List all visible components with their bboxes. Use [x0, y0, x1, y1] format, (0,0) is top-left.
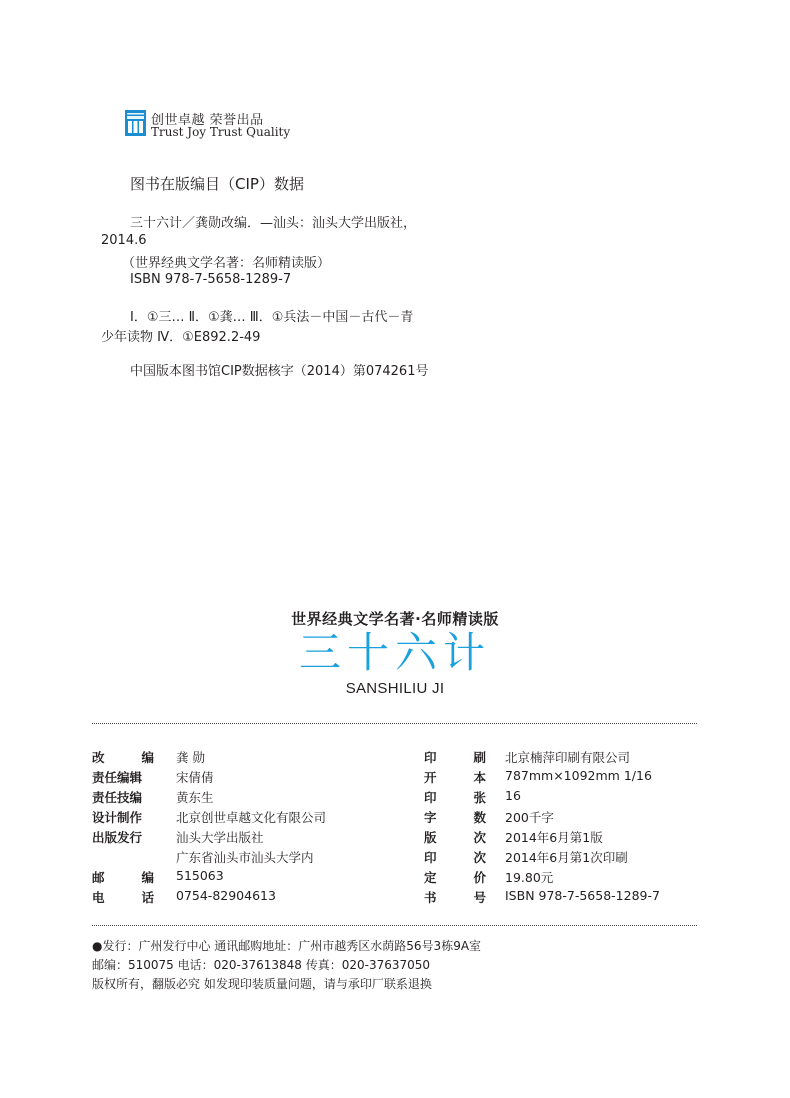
divider-bottom [92, 925, 697, 926]
cip-line: 少年读物 Ⅳ．①E892.2-49 [101, 330, 261, 345]
cip-line: （世界经典文学名著：名师精读版） [122, 256, 331, 271]
info-label: 电 话 [92, 890, 154, 905]
info-label: 定 价 [424, 870, 486, 885]
info-label: 改 编 [92, 750, 154, 765]
info-value: 16 [505, 788, 521, 803]
info-label: 书 号 [424, 890, 486, 905]
info-value: 龚 勋 [176, 750, 205, 765]
info-value: 北京楠萍印刷有限公司 [505, 750, 631, 765]
cip-heading: 图书在版编目（CIP）数据 [130, 175, 304, 193]
cip-line: 中国版本图书馆CIP数据核字（2014）第074261号 [130, 364, 429, 379]
cip-line: Ⅰ．①三… Ⅱ．①龚… Ⅲ．①兵法－中国－古代－青 [130, 310, 414, 325]
footer-distribution: ●发行：广州发行中心 通讯邮购地址：广州市越秀区水荫路56号3栋9A室 [92, 939, 482, 953]
divider-top [92, 723, 697, 724]
info-value: 200千字 [505, 810, 554, 825]
info-label: 印 刷 [424, 750, 486, 765]
series-title: 世界经典文学名著·名师精读版 [291, 610, 499, 628]
info-value: 2014年6月第1版 [505, 830, 603, 845]
info-label: 出版发行 [92, 830, 143, 845]
cip-line: 三十六计／龚勋改编．—汕头：汕头大学出版社， [130, 216, 417, 231]
book-title: 三十六计 [298, 628, 491, 677]
info-value: 宋倩倩 [176, 770, 214, 785]
info-value: 汕头大学出版社 [176, 830, 264, 845]
info-value: 0754-82904613 [176, 888, 276, 903]
info-value: 515063 [176, 868, 224, 883]
footer-copyright: 版权所有，翻版必究 如发现印装质量问题，请与承印厂联系退换 [92, 977, 432, 991]
info-value: 广东省汕头市汕头大学内 [176, 850, 314, 865]
info-label: 设计制作 [92, 810, 143, 825]
info-label: 印 张 [424, 790, 486, 805]
info-label: 邮 编 [92, 870, 154, 885]
info-label: 开 本 [424, 770, 486, 785]
info-label: 字 数 [424, 810, 486, 825]
info-label: 印 次 [424, 850, 486, 865]
publisher-name: 创世卓越 荣誉出品 [151, 113, 264, 128]
cip-line: 2014.6 [101, 233, 147, 248]
cip-line: ISBN 978-7-5658-1289-7 [130, 272, 292, 287]
info-label: 版 次 [424, 830, 486, 845]
info-value: 黄东生 [176, 790, 214, 805]
info-value: 北京创世卓越文化有限公司 [176, 810, 327, 825]
info-value: 787mm×1092mm 1/16 [505, 768, 652, 783]
info-value: 19.80元 [505, 870, 554, 885]
publication-info-right [424, 748, 704, 908]
info-label: 责任编辑 [92, 770, 143, 785]
info-label: 责任技编 [92, 790, 143, 805]
footer-contact: 邮编：510075 电话：020-37613848 传真：020-37637050 [92, 958, 431, 972]
book-title-pinyin: SANSHILIU JI [345, 680, 445, 697]
publication-info-left [92, 748, 422, 908]
info-value: ISBN 978-7-5658-1289-7 [505, 888, 660, 903]
info-value: 2014年6月第1次印刷 [505, 850, 628, 865]
publisher-slogan: Trust Joy Trust Quality [151, 125, 291, 139]
publisher-logo-icon [125, 110, 146, 136]
